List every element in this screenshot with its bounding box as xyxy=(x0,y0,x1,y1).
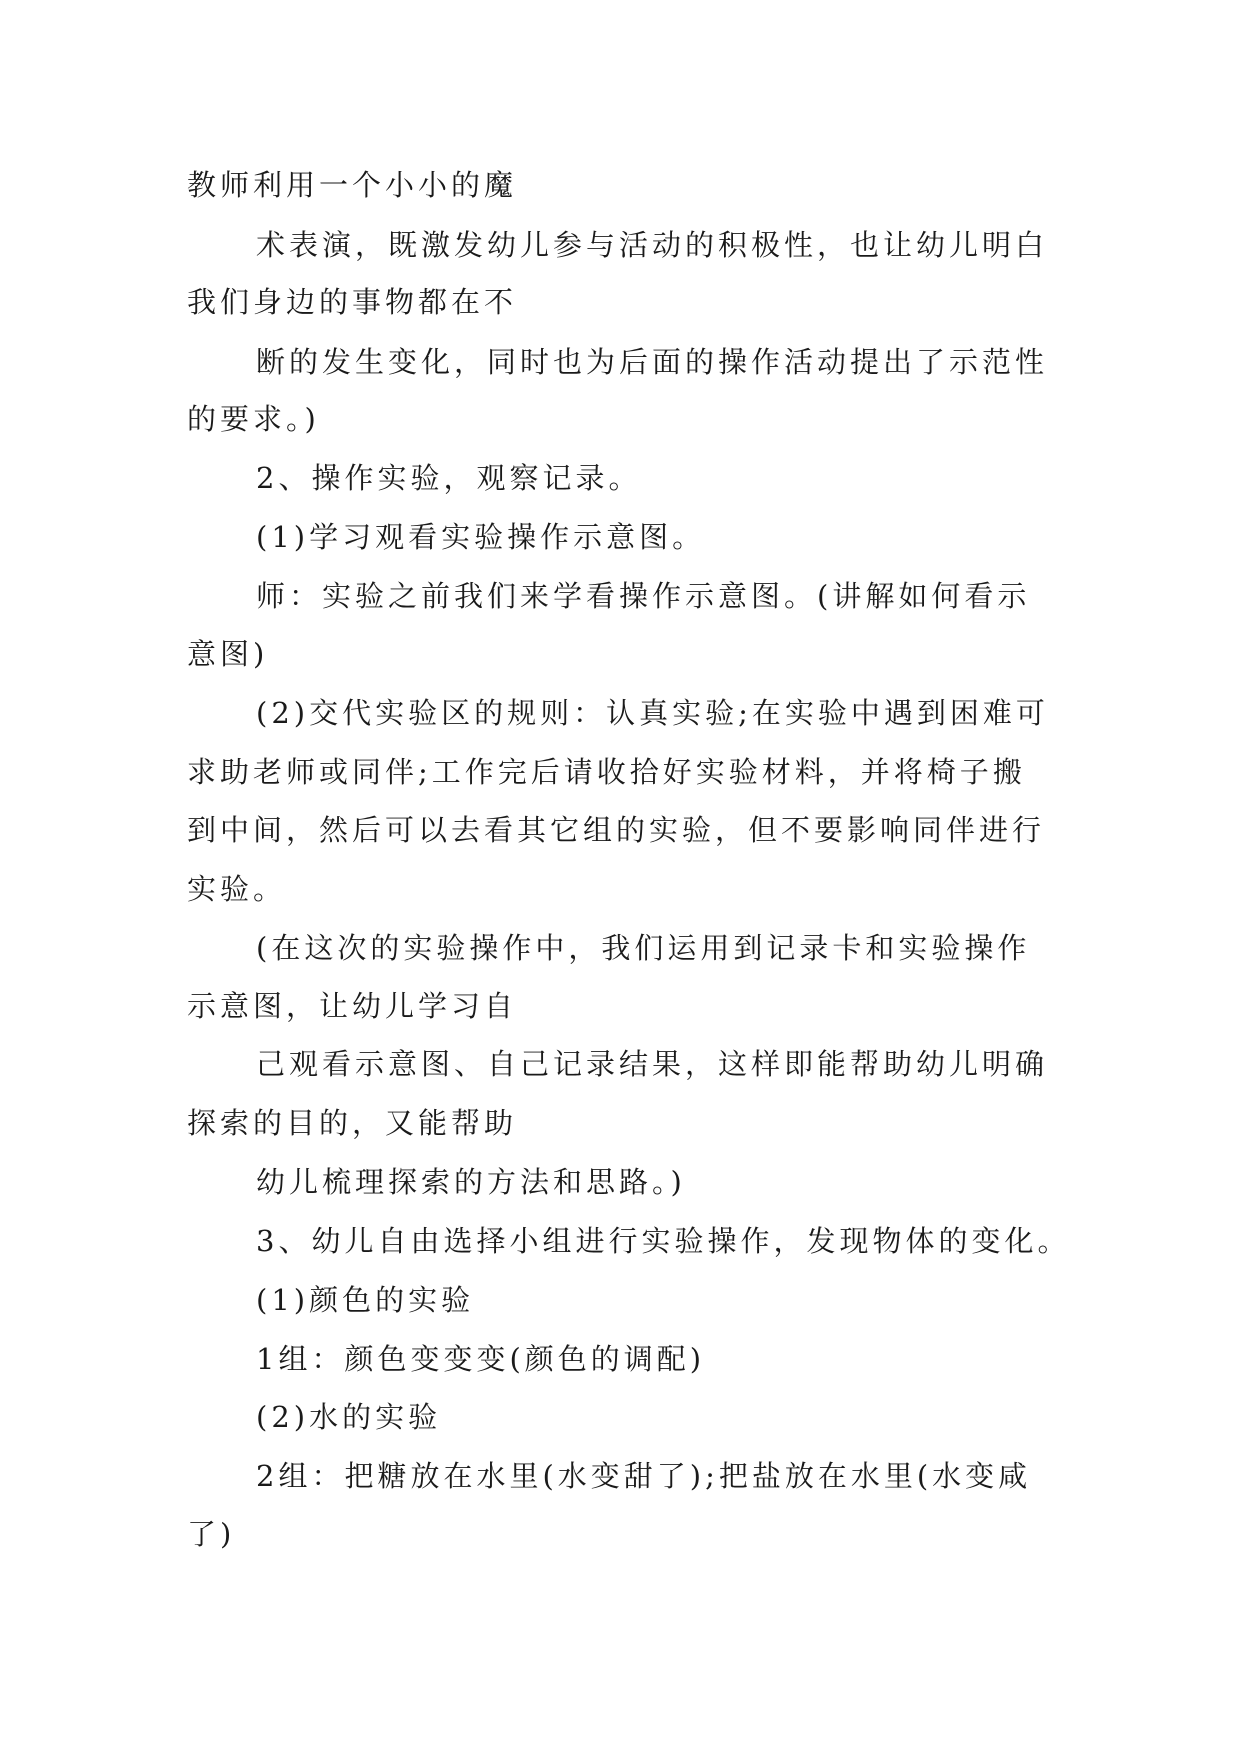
text-line: (1)颜色的实验 xyxy=(256,1283,475,1317)
text-line: 术表演，既激发幼儿参与活动的积极性，也让幼儿明白 xyxy=(256,228,1049,262)
text-line: 教师利用一个小小的魔 xyxy=(187,168,518,202)
text-line: 2组：把糖放在水里(水变甜了);把盐放在水里(水变咸 xyxy=(256,1459,1032,1493)
text-line: 探索的目的，又能帮助 xyxy=(187,1106,518,1140)
text-line: (2)水的实验 xyxy=(256,1400,442,1434)
text-line: 己观看示意图、自己记录结果，这样即能帮助幼儿明确 xyxy=(256,1047,1049,1081)
text-line: 断的发生变化，同时也为后面的操作活动提出了示范性 xyxy=(256,345,1049,379)
text-line: 2、操作实验，观察记录。 xyxy=(256,461,642,495)
text-line: 幼儿梳理探索的方法和思路。) xyxy=(256,1165,686,1199)
text-line: 到中间，然后可以去看其它组的实验，但不要影响同伴进行 xyxy=(187,813,1046,847)
text-line: 师：实验之前我们来学看操作示意图。(讲解如何看示 xyxy=(256,579,1031,613)
text-line: 示意图，让幼儿学习自 xyxy=(187,989,518,1023)
text-line: 了) xyxy=(187,1517,236,1551)
text-line: 我们身边的事物都在不 xyxy=(187,285,518,319)
text-line: 求助老师或同伴;工作完后请收拾好实验材料，并将椅子搬 xyxy=(187,755,1026,789)
text-line: 实验。 xyxy=(187,872,287,906)
text-line: 1组：颜色变变变(颜色的调配) xyxy=(256,1342,706,1376)
text-line: (在这次的实验操作中，我们运用到记录卡和实验操作 xyxy=(256,931,1031,965)
text-line: (2)交代实验区的规则：认真实验;在实验中遇到困难可 xyxy=(256,696,1049,730)
text-line: 的要求。) xyxy=(187,402,320,436)
text-line: 3、幼儿自由选择小组进行实验操作，发现物体的变化。 xyxy=(256,1224,1071,1258)
text-line: 意图) xyxy=(187,637,269,671)
text-line: (1)学习观看实验操作示意图。 xyxy=(256,520,706,554)
